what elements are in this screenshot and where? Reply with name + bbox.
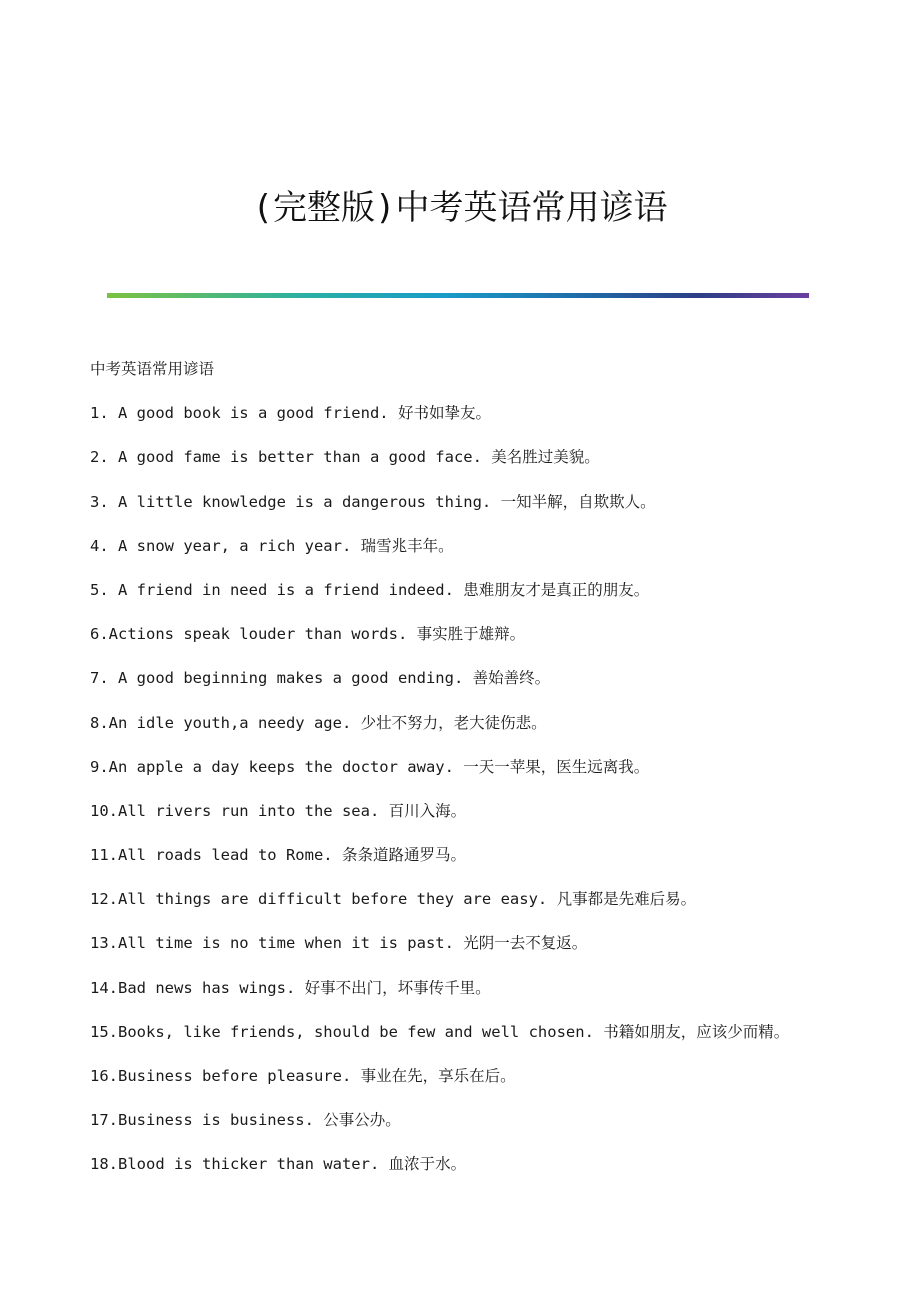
- proverb-item: 3. A little knowledge is a dangerous thing. 一知半解，自欺欺人。: [90, 492, 656, 511]
- proverb-item: 2. A good fame is better than a good face. 美名胜过美貌。: [90, 448, 600, 467]
- proverb-item: 14.Bad news has wings. 好事不出门，坏事传千里。: [90, 978, 491, 997]
- proverb-item: 17.Business is business. 公事公办。: [90, 1111, 401, 1130]
- proverb-item: 18.Blood is thicker than water. 血浓于水。: [90, 1155, 467, 1174]
- proverb-list: [90, 352, 890, 1192]
- proverb-item: 16.Business before pleasure. 事业在先，享乐在后。: [90, 1067, 516, 1085]
- proverb-item: 10.All rivers run into the sea. 百川入海。: [90, 801, 467, 820]
- proverb-item: 1. A good book is a good friend. 好书如挚友。: [90, 404, 491, 423]
- proverb-item: 4. A snow year, a rich year. 瑞雪兆丰年。: [90, 536, 454, 555]
- section-heading: 中考英语常用谚语: [90, 360, 215, 378]
- proverb-item: 9.An apple a day keeps the doctor away. 一天一苹果，医生远离我。: [90, 757, 650, 776]
- proverb-item: 12.All things are difficult before they are easy. 凡事都是先难后易。: [90, 890, 697, 909]
- proverb-item: 8.An idle youth,a needy age. 少壮不努力，老大徒伤悲。: [90, 713, 547, 732]
- proverb-item: 6.Actions speak louder than words. 事实胜于雄辩。: [90, 625, 526, 644]
- proverb-item: 15.Books, like friends, should be few and well chosen. 书籍如朋友，应该少而精。: [90, 1022, 790, 1041]
- proverb-item: 13.All time is no time when it is past. 光阴一去不复返。: [90, 934, 588, 953]
- proverb-item: 7. A good beginning makes a good ending. 善始善终。: [90, 669, 551, 688]
- proverb-item: 5. A friend in need is a friend indeed. 患难朋友才是真正的朋友。: [90, 580, 650, 599]
- proverb-item: 11.All roads lead to Rome. 条条道路通罗马。: [90, 846, 466, 865]
- title-divider: [107, 293, 809, 298]
- page-title: (完整版)中考英语常用谚语: [252, 188, 668, 228]
